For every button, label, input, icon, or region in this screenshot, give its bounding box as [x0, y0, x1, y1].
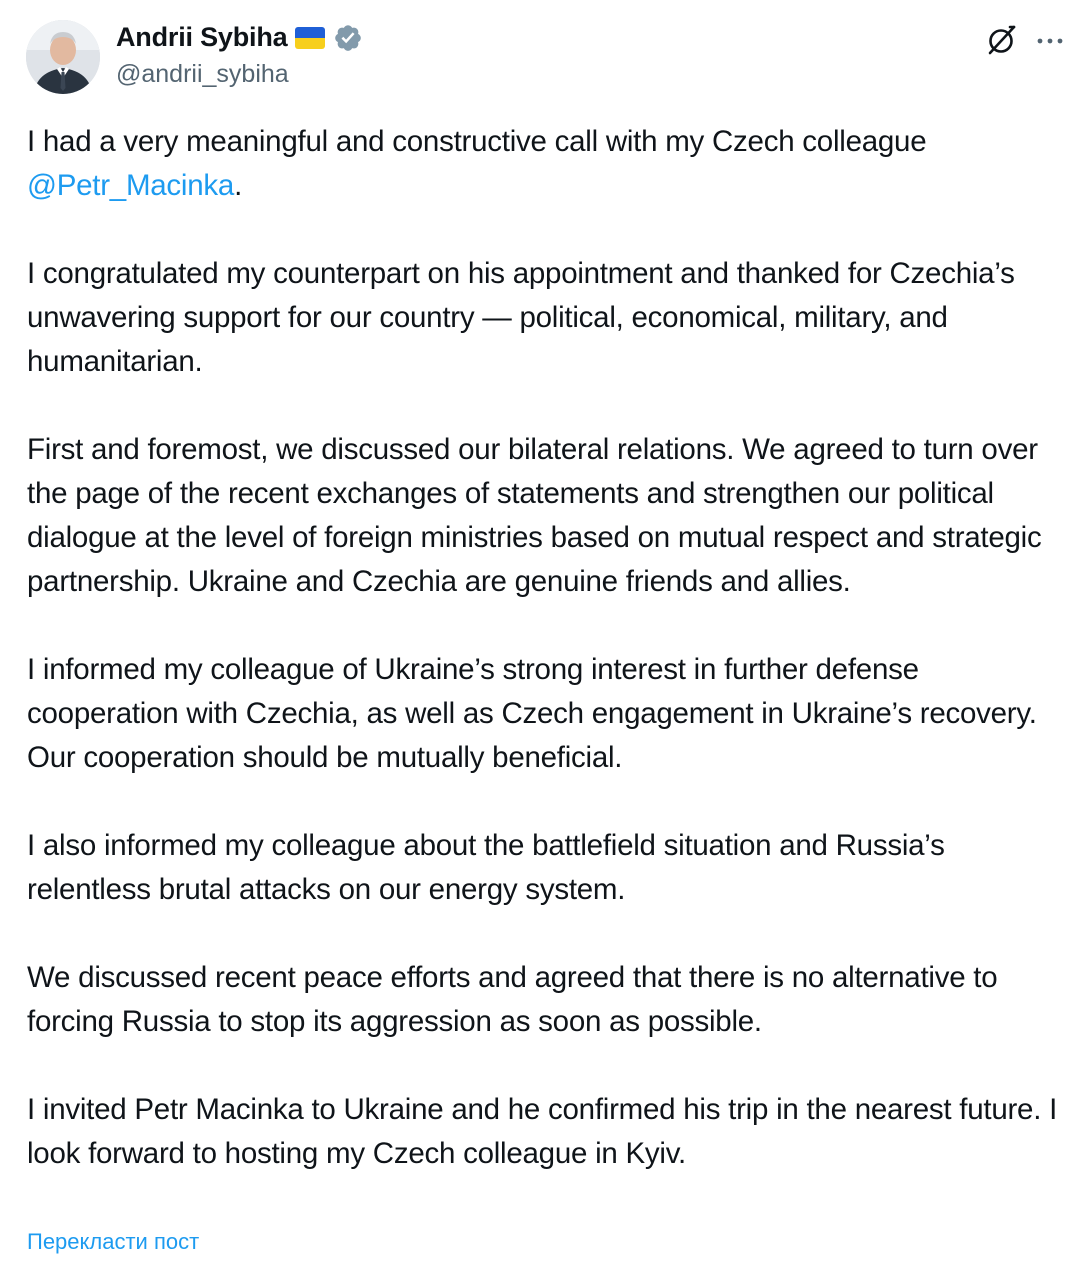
post-paragraph-7: I invited Petr Macinka to Ukraine and he confirmed his trip in the nearest future. I look forward to hosting my Czech colleague in Kyiv. [27, 1093, 1058, 1170]
translate-post-link[interactable]: Перекласти пост [27, 1229, 200, 1254]
post-paragraph-3: First and foremost, we discussed our bilateral relations. We agreed to turn over the page of the recent exchanges of statements and strengthen our political dialogue at the level of foreign ministries based on mutual respect and strategic partnership. Ukraine and Czechia are genuine friends and allies. [27, 433, 1042, 598]
avatar[interactable] [26, 20, 100, 94]
ukraine-flag-icon [295, 27, 325, 49]
post-paragraph-1-end: . [234, 169, 243, 202]
author-handle[interactable]: @andrii_sybiha [116, 60, 289, 88]
mention-link[interactable]: @Petr_Macinka [27, 169, 235, 202]
post-paragraph-1-text: I had a very meaningful and constructive call with my Czech colleague [27, 125, 927, 158]
profile-photo [26, 20, 100, 94]
post-paragraph-4: I informed my colleague of Ukraine’s strong interest in further defense cooperation with Czechia, as well as Czech engagement in Ukraine’s recovery. Our cooperation should be mutually beneficial. [27, 653, 1037, 774]
post-paragraph-5: I also informed my colleague about the battlefield situation and Russia’s relentless brutal attacks on our energy system. [27, 829, 945, 906]
author-display-name[interactable]: Andrii Sybiha [116, 22, 288, 52]
more-options-icon[interactable] [1032, 22, 1068, 58]
post-text [27, 120, 1067, 1176]
post-paragraph-2: I congratulated my counterpart on his appointment and thanked for Czechia’s unwavering support for our country — political, economical, military, and humanitarian. [27, 257, 1015, 378]
post-header [0, 0, 1085, 110]
post-paragraph-1 [27, 120, 1067, 208]
verified-badge-icon [333, 23, 363, 53]
author-name-row [116, 22, 363, 53]
grok-icon[interactable] [984, 22, 1020, 58]
post-paragraph-6: We discussed recent peace efforts and agreed that there is no alternative to forcing Russia to stop its aggression as soon as possible. [27, 961, 998, 1038]
